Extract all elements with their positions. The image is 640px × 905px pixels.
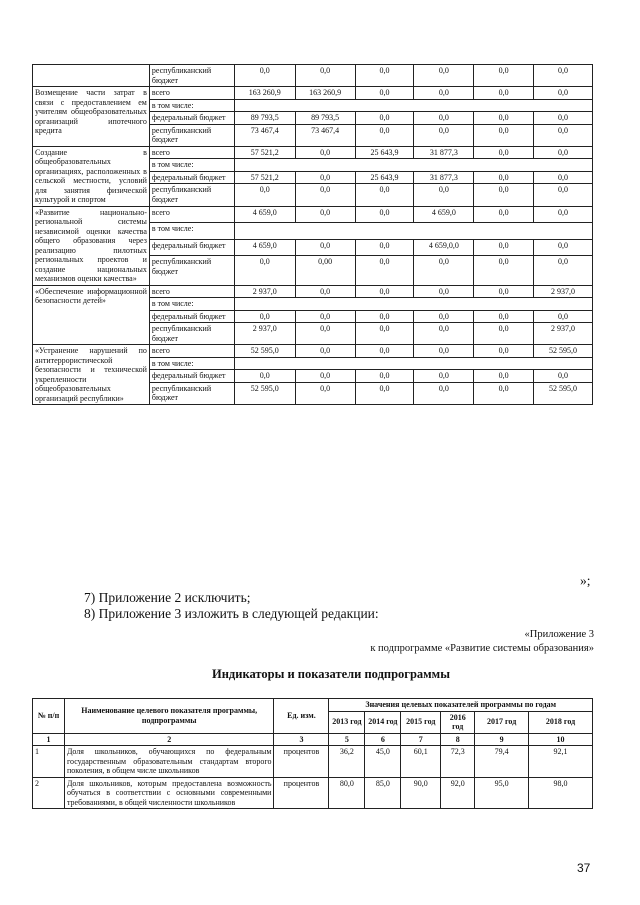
amount-cell: 0,0 — [534, 65, 593, 87]
amount-cell: 0,0 — [474, 256, 534, 285]
col-name-header: Наименование целевого показателя программы, подпрограммы — [64, 699, 274, 734]
funding-source: федеральный бюджет — [149, 239, 234, 256]
amount-cell: 163 260,9 — [234, 87, 295, 100]
column-number: 1 — [33, 733, 65, 746]
amount-cell: 0,0 — [534, 206, 593, 223]
amount-cell: 0,00 — [295, 256, 355, 285]
amount-cell: 0,0 — [534, 87, 593, 100]
funding-source: республиканский бюджет — [149, 65, 234, 87]
budget-row — [33, 345, 593, 358]
indicator-value: 85,0 — [365, 777, 401, 809]
amount-cell: 0,0 — [474, 323, 534, 345]
amount-cell: 0,0 — [474, 65, 534, 87]
indicator-unit: процентов — [274, 777, 329, 809]
amount-cell: 31 877,3 — [414, 146, 474, 159]
amount-cell: 2 937,0 — [534, 285, 593, 298]
amount-cell: 4 659,0 — [414, 206, 474, 223]
funding-source: всего — [149, 146, 234, 159]
amount-cell: 0,0 — [414, 184, 474, 206]
amount-cell: 0,0 — [474, 206, 534, 223]
indicator-row — [33, 746, 593, 778]
amount-cell: 0,0 — [355, 382, 414, 404]
amount-cell: 0,0 — [295, 310, 355, 323]
amount-cell: 0,0 — [474, 124, 534, 146]
amount-cell: 0,0 — [355, 65, 414, 87]
amount-cell: 0,0 — [355, 87, 414, 100]
amount-cell: 0,0 — [295, 65, 355, 87]
amount-cell: 0,0 — [295, 146, 355, 159]
col-num-header: № п/п — [33, 699, 65, 734]
amount-cell: 0,0 — [414, 124, 474, 146]
amount-cell: 0,0 — [474, 239, 534, 256]
item-8-text: 8) Приложение 3 изложить в следующей редакции: — [84, 606, 379, 621]
year-header: 2016 год — [441, 711, 475, 733]
end-quote: »; — [580, 573, 591, 588]
amount-cell: 0,0 — [295, 382, 355, 404]
indicator-value: 79,4 — [475, 746, 529, 778]
amount-cell — [234, 99, 592, 112]
indicator-value: 80,0 — [329, 777, 365, 809]
indicator-value: 36,2 — [329, 746, 365, 778]
amount-cell: 0,0 — [234, 65, 295, 87]
amount-cell — [234, 298, 592, 311]
budget-row — [33, 65, 593, 87]
budget-row — [33, 87, 593, 100]
funding-source: в том числе: — [149, 159, 234, 172]
indicator-unit: процентов — [274, 746, 329, 778]
amount-cell: 0,0 — [234, 256, 295, 285]
program-name: Возмещение части затрат в связи с предоставлением ем учителям общеобразовательных организаций ипотечного кредита — [33, 87, 150, 147]
amount-cell: 0,0 — [474, 112, 534, 125]
amount-cell: 0,0 — [295, 345, 355, 358]
amount-cell: 0,0 — [534, 146, 593, 159]
year-header: 2017 год — [475, 711, 529, 733]
amount-cell: 25 643,9 — [355, 146, 414, 159]
col-unit-header: Ед. изм. — [274, 699, 329, 734]
funding-source: республиканский бюджет — [149, 323, 234, 345]
program-name: «Обеспечение информационной безопасности детей» — [33, 285, 150, 345]
budget-row — [33, 285, 593, 298]
amount-cell: 0,0 — [414, 65, 474, 87]
year-header: 2015 год — [401, 711, 441, 733]
amount-cell: 0,0 — [474, 87, 534, 100]
funding-source: республиканский бюджет — [149, 382, 234, 404]
indicators-table — [32, 698, 593, 809]
amount-cell: 0,0 — [355, 285, 414, 298]
amount-cell: 89 793,5 — [295, 112, 355, 125]
amount-cell: 52 595,0 — [534, 345, 593, 358]
amount-cell — [234, 159, 592, 172]
funding-source: всего — [149, 206, 234, 223]
funding-source: всего — [149, 285, 234, 298]
budget-row — [33, 206, 593, 223]
funding-source: в том числе: — [149, 357, 234, 370]
amount-cell: 52 595,0 — [234, 345, 295, 358]
amount-cell: 0,0 — [355, 184, 414, 206]
amount-cell: 0,0 — [414, 323, 474, 345]
amount-cell: 4 659,0,0 — [414, 239, 474, 256]
indicator-name: Доля школьников, которым предоставлена возможность обучаться в соответствии с основными современными требованиями, в общей численности школьников — [64, 777, 274, 809]
amount-cell: 57 521,2 — [234, 171, 295, 184]
amount-cell — [234, 223, 592, 240]
amount-cell: 0,0 — [355, 239, 414, 256]
amount-cell: 0,0 — [534, 112, 593, 125]
year-header: 2014 год — [365, 711, 401, 733]
amount-cell — [234, 357, 592, 370]
amount-cell: 0,0 — [414, 310, 474, 323]
amount-cell: 0,0 — [234, 370, 295, 383]
funding-source: республиканский бюджет — [149, 184, 234, 206]
amount-cell: 73 467,4 — [295, 124, 355, 146]
indicator-value: 98,0 — [529, 777, 593, 809]
amount-cell: 0,0 — [534, 310, 593, 323]
budget-table — [32, 64, 593, 405]
column-number: 3 — [274, 733, 329, 746]
amount-cell: 57 521,2 — [234, 146, 295, 159]
amount-cell: 0,0 — [414, 285, 474, 298]
column-number: 7 — [401, 733, 441, 746]
amount-cell: 0,0 — [414, 112, 474, 125]
amount-cell: 0,0 — [355, 323, 414, 345]
program-name — [33, 65, 150, 87]
amount-cell: 0,0 — [534, 184, 593, 206]
funding-source: республиканский бюджет — [149, 256, 234, 285]
amount-cell: 0,0 — [474, 146, 534, 159]
amount-cell: 0,0 — [414, 370, 474, 383]
amount-cell: 163 260,9 — [295, 87, 355, 100]
amount-cell: 0,0 — [295, 171, 355, 184]
amount-cell: 0,0 — [474, 285, 534, 298]
indicator-row — [33, 777, 593, 809]
appendix-label: «Приложение 3 — [524, 629, 594, 640]
indicator-value: 92,0 — [441, 777, 475, 809]
funding-source: федеральный бюджет — [149, 171, 234, 184]
amount-cell: 0,0 — [355, 206, 414, 223]
amount-cell: 0,0 — [295, 206, 355, 223]
amount-cell: 0,0 — [414, 87, 474, 100]
amount-cell: 0,0 — [355, 256, 414, 285]
page-number: 37 — [577, 861, 591, 875]
indicator-value: 95,0 — [475, 777, 529, 809]
indicator-value: 90,0 — [401, 777, 441, 809]
amount-cell: 0,0 — [234, 310, 295, 323]
amount-cell: 0,0 — [534, 256, 593, 285]
amount-cell: 0,0 — [295, 285, 355, 298]
amount-cell: 0,0 — [534, 370, 593, 383]
amount-cell: 0,0 — [534, 124, 593, 146]
values-group-header: Значения целевых показателей программы по годам — [329, 699, 593, 712]
appendix-subtitle: к подпрограмме «Развитие системы образования» — [370, 643, 594, 654]
amount-cell: 0,0 — [474, 382, 534, 404]
column-number: 6 — [365, 733, 401, 746]
amount-cell: 4 659,0 — [234, 206, 295, 223]
amount-cell: 0,0 — [355, 112, 414, 125]
funding-source: федеральный бюджет — [149, 310, 234, 323]
amount-cell: 0,0 — [234, 184, 295, 206]
amount-cell: 0,0 — [474, 184, 534, 206]
amount-cell: 0,0 — [355, 345, 414, 358]
amount-cell: 0,0 — [414, 345, 474, 358]
indicator-num: 2 — [33, 777, 65, 809]
program-name: «Развитие национально-региональной системы независимой оценки качества общего образования через реализацию пилотных региональных проектов и создание национальных механизмов оценки качества» — [33, 206, 150, 285]
item-7-text: 7) Приложение 2 исключить; — [84, 590, 251, 605]
funding-source: в том числе: — [149, 99, 234, 112]
amount-cell: 0,0 — [295, 239, 355, 256]
amount-cell: 2 937,0 — [234, 285, 295, 298]
year-header: 2013 год — [329, 711, 365, 733]
amount-cell: 0,0 — [414, 382, 474, 404]
amount-cell: 0,0 — [534, 239, 593, 256]
funding-source: республиканский бюджет — [149, 124, 234, 146]
amount-cell: 0,0 — [355, 124, 414, 146]
amount-cell: 2 937,0 — [234, 323, 295, 345]
amount-cell: 0,0 — [355, 370, 414, 383]
amount-cell: 0,0 — [474, 345, 534, 358]
funding-source: в том числе: — [149, 298, 234, 311]
amount-cell: 4 659,0 — [234, 239, 295, 256]
funding-source: в том числе: — [149, 223, 234, 240]
amount-cell: 0,0 — [295, 323, 355, 345]
amount-cell: 89 793,5 — [234, 112, 295, 125]
amount-cell: 0,0 — [534, 171, 593, 184]
program-name: Создание в общеобразовательных организациях, расположенных в сельской местности, условий для занятия физической культурой и спортом — [33, 146, 150, 206]
column-number: 10 — [529, 733, 593, 746]
funding-source: всего — [149, 87, 234, 100]
amount-cell: 0,0 — [474, 171, 534, 184]
program-name: «Устранение нарушений по антитеррористической безопасности и технической укрепленности общеобразовательных организаций республики» — [33, 345, 150, 405]
amount-cell: 0,0 — [414, 256, 474, 285]
amount-cell: 0,0 — [355, 310, 414, 323]
indicator-value: 60,1 — [401, 746, 441, 778]
amount-cell: 25 643,9 — [355, 171, 414, 184]
indicator-num: 1 — [33, 746, 65, 778]
indicators-title: Индикаторы и показатели подпрограммы — [212, 667, 450, 681]
column-number: 8 — [441, 733, 475, 746]
column-number: 9 — [475, 733, 529, 746]
budget-row — [33, 146, 593, 159]
column-number: 5 — [329, 733, 365, 746]
indicator-value: 45,0 — [365, 746, 401, 778]
amount-cell: 0,0 — [295, 184, 355, 206]
amount-cell: 0,0 — [295, 370, 355, 383]
amount-cell: 52 595,0 — [234, 382, 295, 404]
indicator-value: 72,3 — [441, 746, 475, 778]
funding-source: федеральный бюджет — [149, 370, 234, 383]
year-header: 2018 год — [529, 711, 593, 733]
column-number: 2 — [64, 733, 274, 746]
funding-source: федеральный бюджет — [149, 112, 234, 125]
amount-cell: 31 877,3 — [414, 171, 474, 184]
amount-cell: 2 937,0 — [534, 323, 593, 345]
indicator-value: 92,1 — [529, 746, 593, 778]
funding-source: всего — [149, 345, 234, 358]
amount-cell: 0,0 — [474, 370, 534, 383]
amount-cell: 73 467,4 — [234, 124, 295, 146]
amount-cell: 52 595,0 — [534, 382, 593, 404]
amount-cell: 0,0 — [474, 310, 534, 323]
indicator-name: Доля школьников, обучающихся по федеральным государственным образовательным стандартам второго поколения, в общем числе школьников — [64, 746, 274, 778]
